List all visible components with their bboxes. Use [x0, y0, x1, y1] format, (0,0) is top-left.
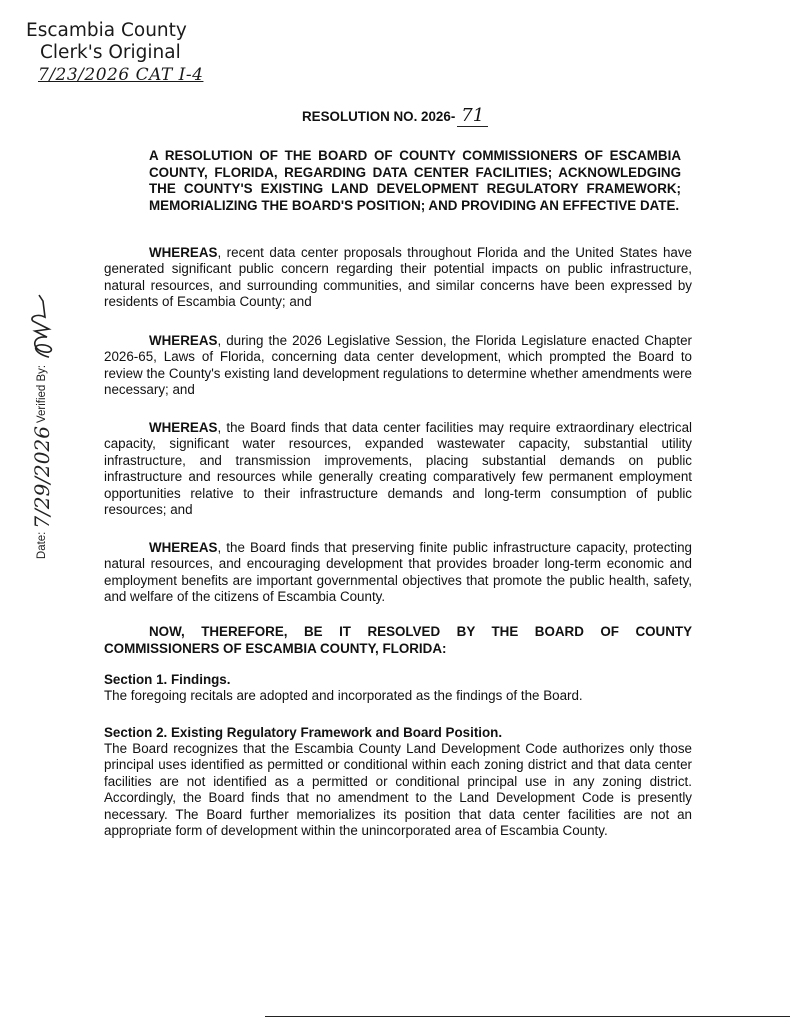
whereas-lead: WHEREAS	[149, 333, 218, 348]
stamp-handwritten-date: 7/23/2026 CAT I-4	[38, 65, 204, 85]
whereas-lead: WHEREAS	[149, 420, 218, 435]
whereas-paragraph	[104, 420, 692, 518]
resolved-clause: NOW, THEREFORE, BE IT RESOLVED BY THE BOARD OF COUNTY COMMISSIONERS OF ESCAMBIA COUNTY, FLORIDA:	[104, 624, 692, 656]
whereas-paragraph	[104, 540, 692, 606]
whereas-lead: WHEREAS	[149, 245, 218, 260]
section-2-body: The Board recognizes that the Escambia County Land Development Code authorizes only those principal uses identified as permitted or conditional within each zoning district and that data center facilities are not identified as a permitted or conditional principal use in any zoning district. Accordingly, the Board finds that no amendment to the Land Development Code is presently necessary. The Board further memorializes its position that data center facilities are not an appropriate form of development within the unincorporated area of Escambia County.	[104, 741, 692, 839]
whereas-text: , during the 2026 Legislative Session, the Florida Legislature enacted Chapter 2026-65, Laws of Florida, concerning data center development, which prompted the Board to review the County's existing land development regulations to determine whether amendments were necessary; and	[104, 333, 692, 398]
whereas-lead: WHEREAS	[149, 540, 218, 555]
section-1-heading: Section 1. Findings.	[104, 672, 231, 687]
stamp-line-2: Clerk's Original	[40, 42, 181, 63]
date-label: Date:	[36, 531, 48, 560]
footer-rule	[265, 1016, 790, 1017]
section-2-heading: Section 2. Existing Regulatory Framework and Board Position.	[104, 725, 503, 740]
whereas-paragraph	[104, 333, 692, 399]
resolution-title: A RESOLUTION OF THE BOARD OF COUNTY COMMISSIONERS OF ESCAMBIA COUNTY, FLORIDA, REGARDING DATA CENTER FACILITIES; ACKNOWLEDGING THE COUNTY'S EXISTING LAND DEVELOPMENT REGULATORY FRAMEWORK; MEMORIALIZING THE BOARD'S POSITION; AND PROVIDING AN EFFECTIVE DATE.	[149, 148, 681, 213]
verification-margin-note	[24, 260, 60, 590]
clerk-original-stamp	[26, 20, 226, 86]
whereas-text: , the Board finds that preserving finite public infrastructure capacity, protecting natural resources, and encouraging development that provides broader long-term economic and employment benefits are important governmental objectives that promote the public health, safety, and welfare of the citizens of Escambia County.	[104, 540, 692, 605]
verified-by-label: Verified By:	[36, 364, 48, 424]
resolution-number	[302, 105, 488, 127]
section-1-body: The foregoing recitals are adopted and incorporated as the findings of the Board.	[104, 688, 583, 703]
whereas-text: , recent data center proposals throughout Florida and the United States have generated significant public concern regarding their potential impacts on public infrastructure, natural resources, and surrounding communities, and similar concerns have been expressed by residents of Escambia County; and	[104, 245, 692, 310]
stamp-line-1: Escambia County	[26, 20, 187, 41]
signature-icon	[27, 291, 57, 361]
whereas-paragraph	[104, 245, 692, 311]
resolution-number-label: RESOLUTION NO. 2026-	[302, 109, 456, 124]
handwritten-date: 7/29/2026	[30, 426, 54, 529]
resolution-number-value: 71	[457, 105, 488, 127]
whereas-text: , the Board finds that data center facilities may require extraordinary electrical capacity, significant water resources, expanded wastewater capacity, substantial utility infrastructure, and transmission improvements, placing substantial demands on public infrastructure and resources while generally creating comparatively few permanent employment opportunities relative to their infrastructure demands and long-term consumption of public resources; and	[104, 420, 692, 518]
